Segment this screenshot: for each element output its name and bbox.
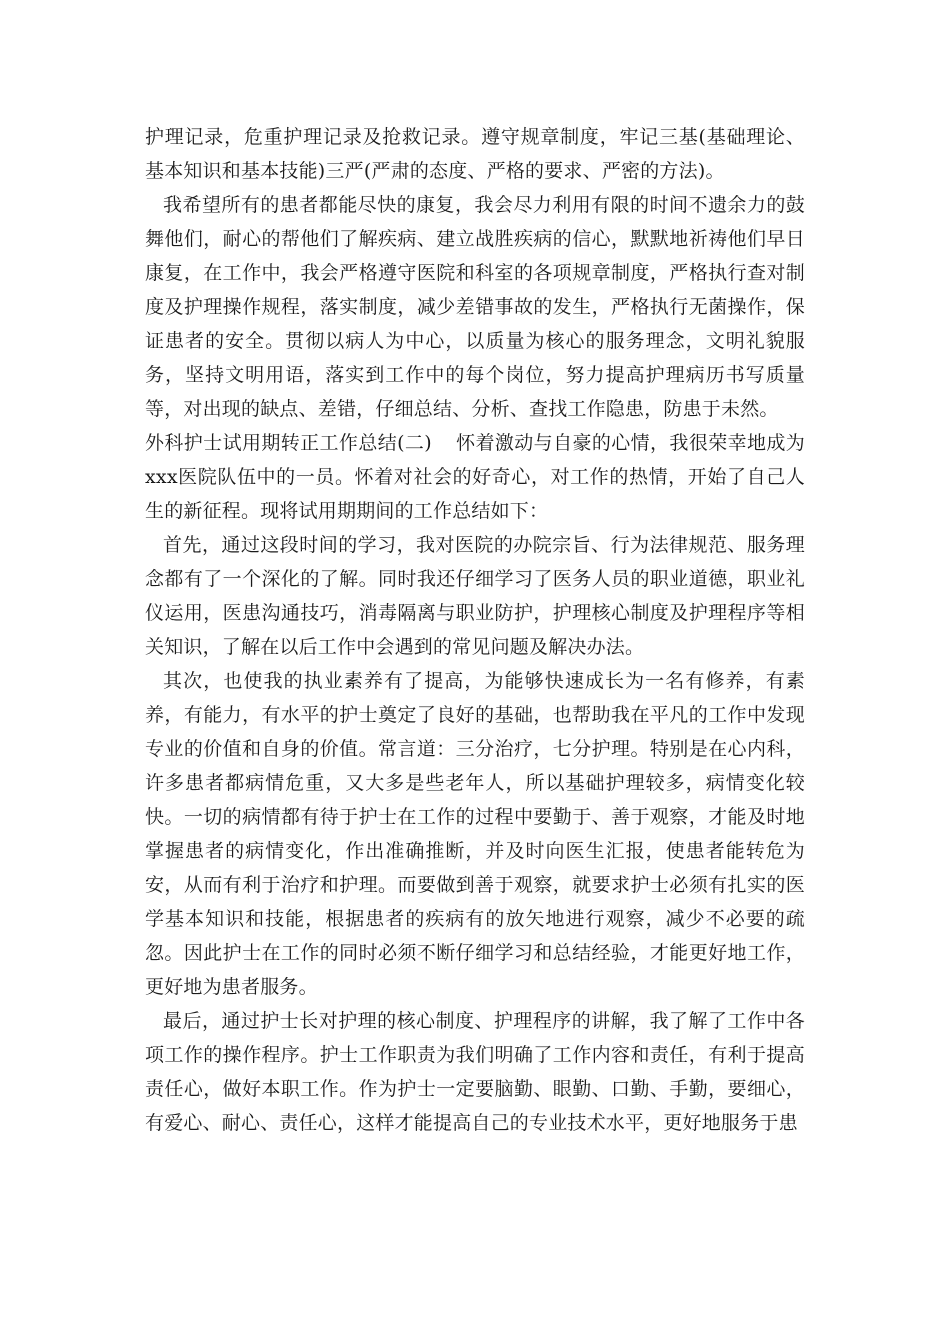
- document-body: [145, 120, 805, 1140]
- paragraph-second: 其次，也使我的执业素养有了提高，为能够快速成长为一名有修养，有素养，有能力，有水平的护士奠定了良好的基础，也帮助我在平凡的工作中发现专业的价值和自身的价值。常言道：三分治疗，七分护理。特别是在心内科，许多患者都病情危重，又大多是些老年人，所以基础护理较多，病情变化较快。一切的病情都有待于护士在工作的过程中要勤于、善于观察，才能及时地掌握患者的病情变化，作出准确推断，并及时向医生汇报，使患者能转危为安，从而有利于治疗和护理。而要做到善于观察，就要求护士必须有扎实的医学基本知识和技能，根据患者的疾病有的放矢地进行观察，减少不必要的疏忽。因此护士在工作的同时必须不断仔细学习和总结经验，才能更好地工作，更好地为患者服务。: [145, 670, 805, 998]
- section-heading-line: [145, 426, 805, 528]
- section-title: 外科护士试用期转正工作总结(二): [145, 432, 432, 454]
- paragraph-last: 最后，通过护士长对护理的核心制度、护理程序的讲解，我了解了工作中各项工作的操作程序。护士工作职责为我们明确了工作内容和责任，有利于提高责任心，做好本职工作。作为护士一定要脑勤、眼勤、口勤、手勤，要细心，有爱心、耐心、责任心，这样才能提高自己的专业技术水平，更好地服务于患: [145, 1010, 805, 1134]
- paragraph-continued: 护理记录，危重护理记录及抢救记录。遵守规章制度，牢记三基(基础理论、基本知识和基本技能)三严(严肃的态度、严格的要求、严密的方法)。: [145, 126, 805, 182]
- paragraph-hope: 我希望所有的患者都能尽快的康复，我会尽力利用有限的时间不遗余力的鼓舞他们，耐心的帮他们了解疾病、建立战胜疾病的信心，默默地祈祷他们早日康复，在工作中，我会严格遵守医院和科室的各项规章制度，严格执行查对制度及护理操作规程，落实制度，减少差错事故的发生，严格执行无菌操作，保证患者的安全。贯彻以病人为中心，以质量为核心的服务理念，文明礼貌服务，坚持文明用语，落实到工作中的每个岗位，努力提高护理病历书写质量等，对出现的缺点、差错，仔细总结、分析、查找工作隐患，防患于未然。: [145, 194, 805, 420]
- paragraph-first: 首先，通过这段时间的学习，我对医院的办院宗旨、行为法律规范、服务理念都有了一个深化的了解。同时我还仔细学习了医务人员的职业道德，职业礼仪运用，医患沟通技巧，消毒隔离与职业防护，护理核心制度及护理程序等相关知识，了解在以后工作中会遇到的常见问题及解决办法。: [145, 534, 805, 658]
- section-intro: 怀着激动与自豪的心情，我很荣幸地成为xxx医院队伍中的一员。怀着对社会的好奇心，对工作的热情，开始了自己人生的新征程。现将试用期期间的工作总结如下：: [145, 432, 805, 522]
